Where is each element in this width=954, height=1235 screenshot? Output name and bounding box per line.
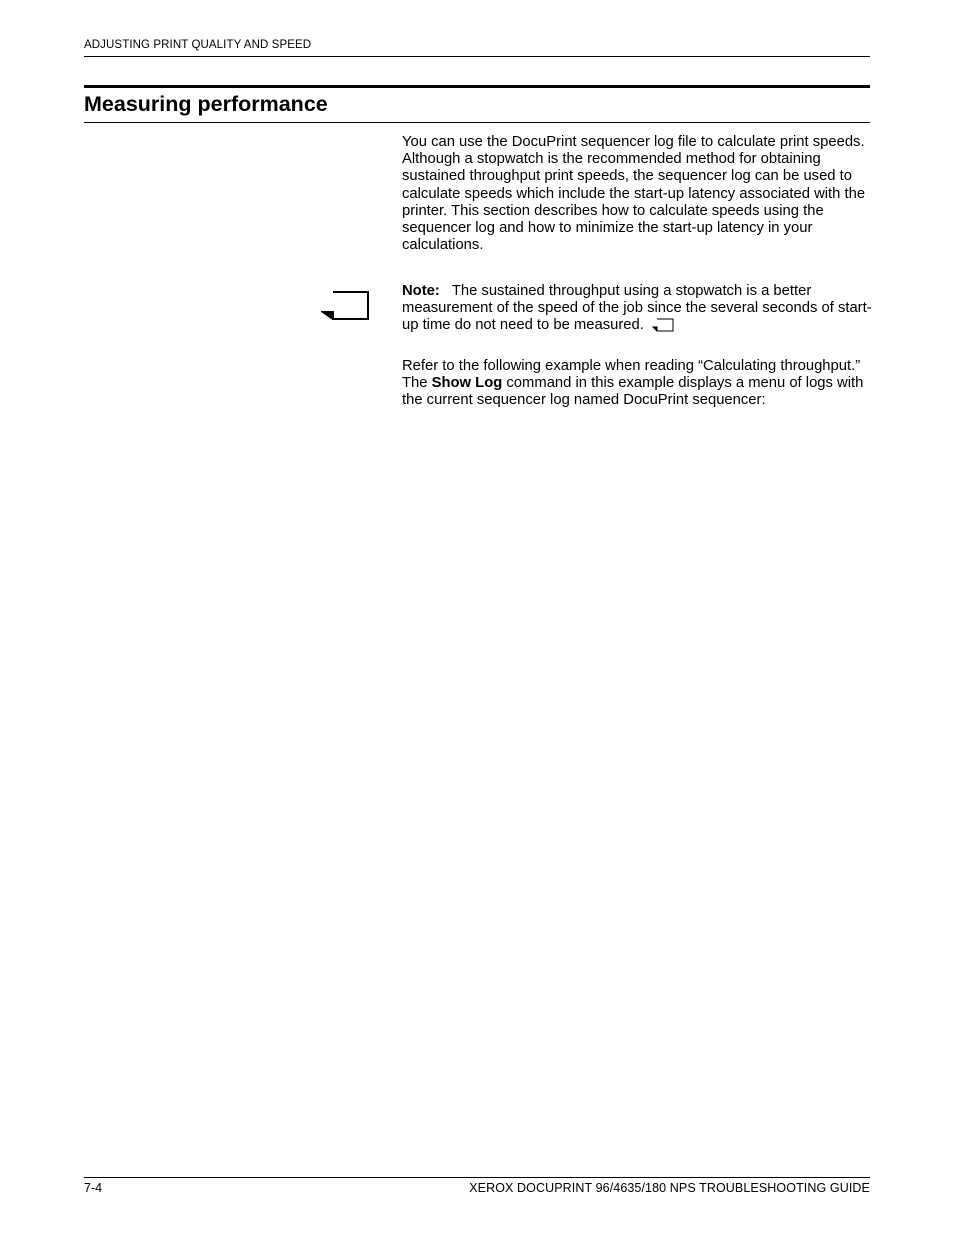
note-paragraph	[402, 283, 872, 338]
page-number: 7-4	[84, 1181, 103, 1195]
refer-paragraph	[402, 358, 872, 410]
intro-text: You can use the DocuPrint sequencer log file to calculate print speeds. Although a stopwatch is the recommended method for obtaining sustained throughput print speeds, the sequencer log can be used to calculate speeds which include the start-up latency associated with the printer. This section describes how to calculate speeds using the sequencer log and how to minimize the start-up latency in your calculations.	[402, 134, 866, 254]
refer-text	[402, 358, 872, 410]
header-rule	[84, 56, 870, 57]
note-label: Note:	[402, 283, 440, 299]
note-page-icon	[321, 290, 371, 327]
note-text	[402, 283, 872, 338]
footer-guide-title: XEROX DOCUPRINT 96/4635/180 NPS TROUBLESHOOTING GUIDE	[469, 1181, 870, 1195]
intro-paragraph	[402, 134, 872, 254]
title-top-rule	[84, 85, 870, 88]
title-bottom-rule	[84, 122, 870, 123]
running-header: ADJUSTING PRINT QUALITY AND SPEED	[84, 39, 312, 51]
refer-text-before: Refer to the following example when reading “Calculating throughput.” The	[402, 358, 861, 392]
note-body: The sustained throughput using a stopwatch is a better measurement of the speed of the job since the several seconds of start-up time do not need to be measured.	[402, 283, 872, 334]
footer-rule	[84, 1177, 870, 1178]
show-log-command: Show Log	[431, 375, 503, 392]
note-end-icon	[652, 318, 674, 337]
section-title: Measuring performance	[84, 92, 328, 116]
refer-text-after: command in this example displays a menu of logs with the current sequencer log named DocuPrint sequencer:	[402, 375, 864, 409]
